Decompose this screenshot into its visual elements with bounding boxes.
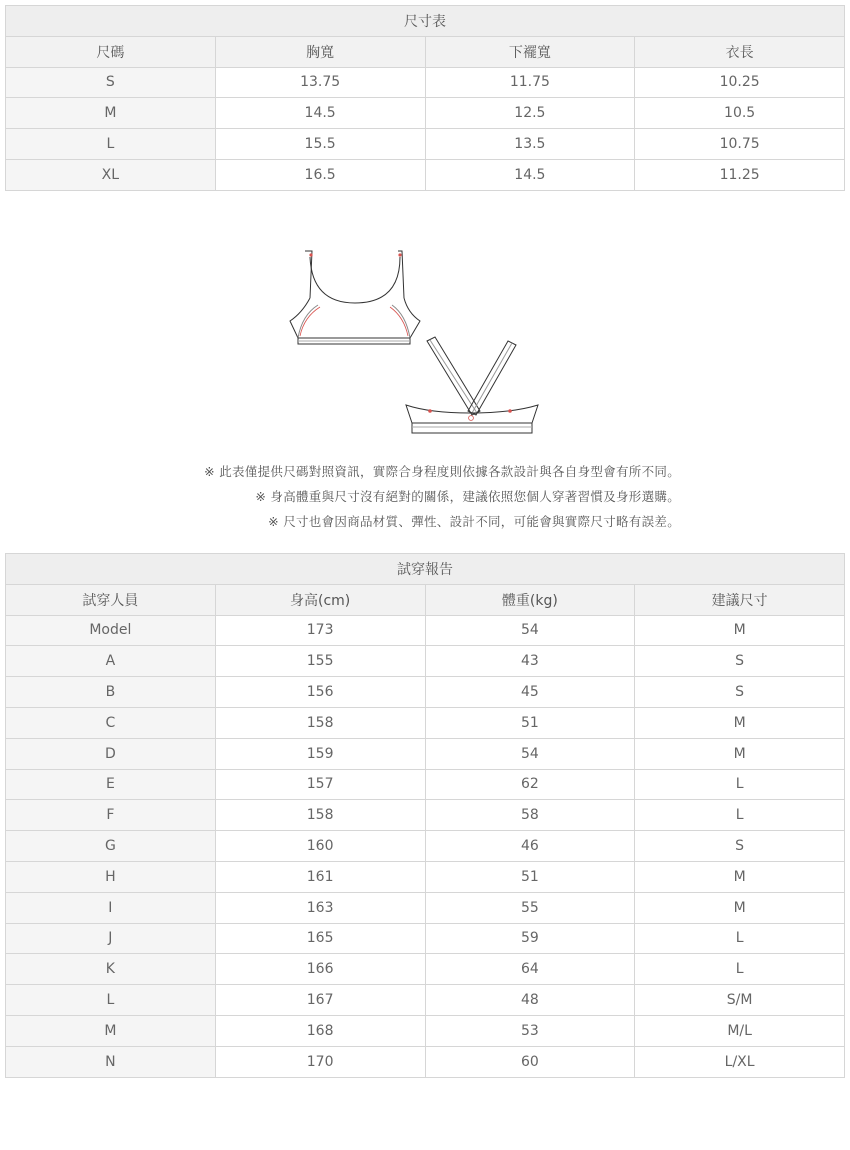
size-table-cell: 16.5 xyxy=(215,159,425,190)
fit-report-cell: M xyxy=(635,738,845,769)
center-tag-icon xyxy=(469,416,474,421)
table-row xyxy=(6,800,845,831)
fit-report-cell: A xyxy=(6,646,216,677)
table-row xyxy=(6,129,845,160)
size-header-cell: 衣長 xyxy=(635,36,845,67)
fit-header-cell: 試穿人員 xyxy=(6,584,216,615)
size-table-body xyxy=(6,6,845,191)
fit-header-cell: 體重(kg) xyxy=(425,584,635,615)
fit-report-cell: D xyxy=(6,738,216,769)
strap-dot-icon xyxy=(398,253,401,256)
fit-report-cell: 161 xyxy=(215,861,425,892)
note-line: ※ 尺寸也會因商品材質、彈性、設計不同，可能會與實際尺寸略有誤差。 xyxy=(268,514,680,529)
table-row xyxy=(6,707,845,738)
size-table-cell: XL xyxy=(6,159,216,190)
fit-report-cell: L xyxy=(635,800,845,831)
table-row xyxy=(6,861,845,892)
size-table-header-row xyxy=(6,36,845,67)
fit-report-title: 試穿報告 xyxy=(6,554,845,585)
fit-report-cell: 156 xyxy=(215,677,425,708)
size-table-title-row xyxy=(6,6,845,37)
size-table-cell: 10.75 xyxy=(635,129,845,160)
fit-report-cell: N xyxy=(6,1046,216,1077)
fit-report-cell: 55 xyxy=(425,892,635,923)
fit-report-cell: 173 xyxy=(215,615,425,646)
fit-report-cell: 158 xyxy=(215,800,425,831)
fit-report-cell: 48 xyxy=(425,985,635,1016)
fit-report-cell: H xyxy=(6,861,216,892)
fit-report-cell: 45 xyxy=(425,677,635,708)
size-table-cell: S xyxy=(6,67,216,98)
fit-report-cell: 170 xyxy=(215,1046,425,1077)
fit-report-cell: 62 xyxy=(425,769,635,800)
garment-illustration xyxy=(280,243,550,438)
fit-report-cell: C xyxy=(6,707,216,738)
strap-dot-icon xyxy=(428,409,432,413)
fit-report-header-row xyxy=(6,584,845,615)
note-line: ※ 身高體重與尺寸沒有絕對的關係，建議依照您個人穿著習慣及身形選購。 xyxy=(255,489,680,504)
fit-report-cell: 166 xyxy=(215,954,425,985)
table-row xyxy=(6,892,845,923)
fit-report-cell: S xyxy=(635,677,845,708)
fit-report-table-body xyxy=(6,554,845,1078)
fit-report-cell: K xyxy=(6,954,216,985)
table-row xyxy=(6,67,845,98)
fit-header-cell: 身高(cm) xyxy=(215,584,425,615)
size-table-cell: 10.5 xyxy=(635,98,845,129)
fit-report-cell: J xyxy=(6,923,216,954)
table-row xyxy=(6,954,845,985)
fit-header-cell: 建議尺寸 xyxy=(635,584,845,615)
fit-report-cell: F xyxy=(6,800,216,831)
fit-report-cell: M xyxy=(635,615,845,646)
fit-report-cell: M xyxy=(635,707,845,738)
fit-report-cell: S/M xyxy=(635,985,845,1016)
fit-report-cell: 54 xyxy=(425,615,635,646)
fit-report-cell: Model xyxy=(6,615,216,646)
note-line: ※ 此表僅提供尺碼對照資訊，實際合身程度則依據各款設計與各自身型會有所不同。 xyxy=(204,464,680,479)
table-row xyxy=(6,615,845,646)
size-table xyxy=(5,5,845,191)
table-row xyxy=(6,831,845,862)
size-table-cell: 13.5 xyxy=(425,129,635,160)
fit-report-cell: 46 xyxy=(425,831,635,862)
size-table-title: 尺寸表 xyxy=(6,6,845,37)
fit-report-cell: M/L xyxy=(635,1015,845,1046)
fit-report-cell: S xyxy=(635,646,845,677)
fit-report-cell: 51 xyxy=(425,707,635,738)
fit-report-cell: 64 xyxy=(425,954,635,985)
table-row xyxy=(6,1046,845,1077)
fit-report-cell: 168 xyxy=(215,1015,425,1046)
fit-report-cell: 163 xyxy=(215,892,425,923)
size-table-cell: L xyxy=(6,129,216,160)
fit-report-table xyxy=(5,553,845,1078)
fit-report-cell: 158 xyxy=(215,707,425,738)
fit-report-cell: L xyxy=(635,923,845,954)
fit-report-cell: L xyxy=(6,985,216,1016)
size-table-cell: 14.5 xyxy=(215,98,425,129)
strap-dot-icon xyxy=(309,253,312,256)
fit-report-cell: M xyxy=(6,1015,216,1046)
strap-dot-icon xyxy=(508,409,512,413)
table-row xyxy=(6,677,845,708)
size-header-cell: 下襬寬 xyxy=(425,36,635,67)
size-table-cell: 11.75 xyxy=(425,67,635,98)
fit-report-cell: 155 xyxy=(215,646,425,677)
table-row xyxy=(6,98,845,129)
fit-report-cell: L xyxy=(635,769,845,800)
sports-bra-back-cross-strap-icon xyxy=(406,337,538,433)
table-row xyxy=(6,769,845,800)
fit-report-cell: 167 xyxy=(215,985,425,1016)
fit-report-cell: 53 xyxy=(425,1015,635,1046)
size-header-cell: 尺碼 xyxy=(6,36,216,67)
fit-report-cell: 59 xyxy=(425,923,635,954)
sports-bra-front-icon xyxy=(290,251,420,344)
size-table-cell: M xyxy=(6,98,216,129)
fit-report-cell: S xyxy=(635,831,845,862)
fit-report-cell: G xyxy=(6,831,216,862)
fit-report-cell: M xyxy=(635,892,845,923)
size-table-cell: 10.25 xyxy=(635,67,845,98)
fit-report-cell: B xyxy=(6,677,216,708)
fit-report-cell: 54 xyxy=(425,738,635,769)
fit-report-cell: 58 xyxy=(425,800,635,831)
fit-report-title-row xyxy=(6,554,845,585)
fit-report-cell: 160 xyxy=(215,831,425,862)
fit-report-cell: 43 xyxy=(425,646,635,677)
fit-report-cell: 157 xyxy=(215,769,425,800)
fit-report-cell: 51 xyxy=(425,861,635,892)
fit-report-cell: 60 xyxy=(425,1046,635,1077)
size-header-cell: 胸寬 xyxy=(215,36,425,67)
size-table-cell: 11.25 xyxy=(635,159,845,190)
fit-report-cell: L xyxy=(635,954,845,985)
table-row xyxy=(6,738,845,769)
table-row xyxy=(6,159,845,190)
table-row xyxy=(6,1015,845,1046)
fit-report-cell: 165 xyxy=(215,923,425,954)
table-row xyxy=(6,923,845,954)
size-table-cell: 12.5 xyxy=(425,98,635,129)
fit-report-cell: M xyxy=(635,861,845,892)
table-row xyxy=(6,985,845,1016)
fit-report-cell: I xyxy=(6,892,216,923)
table-row xyxy=(6,646,845,677)
size-table-cell: 15.5 xyxy=(215,129,425,160)
size-table-cell: 14.5 xyxy=(425,159,635,190)
fit-report-cell: 159 xyxy=(215,738,425,769)
size-table-cell: 13.75 xyxy=(215,67,425,98)
fit-report-cell: L/XL xyxy=(635,1046,845,1077)
fit-report-cell: E xyxy=(6,769,216,800)
